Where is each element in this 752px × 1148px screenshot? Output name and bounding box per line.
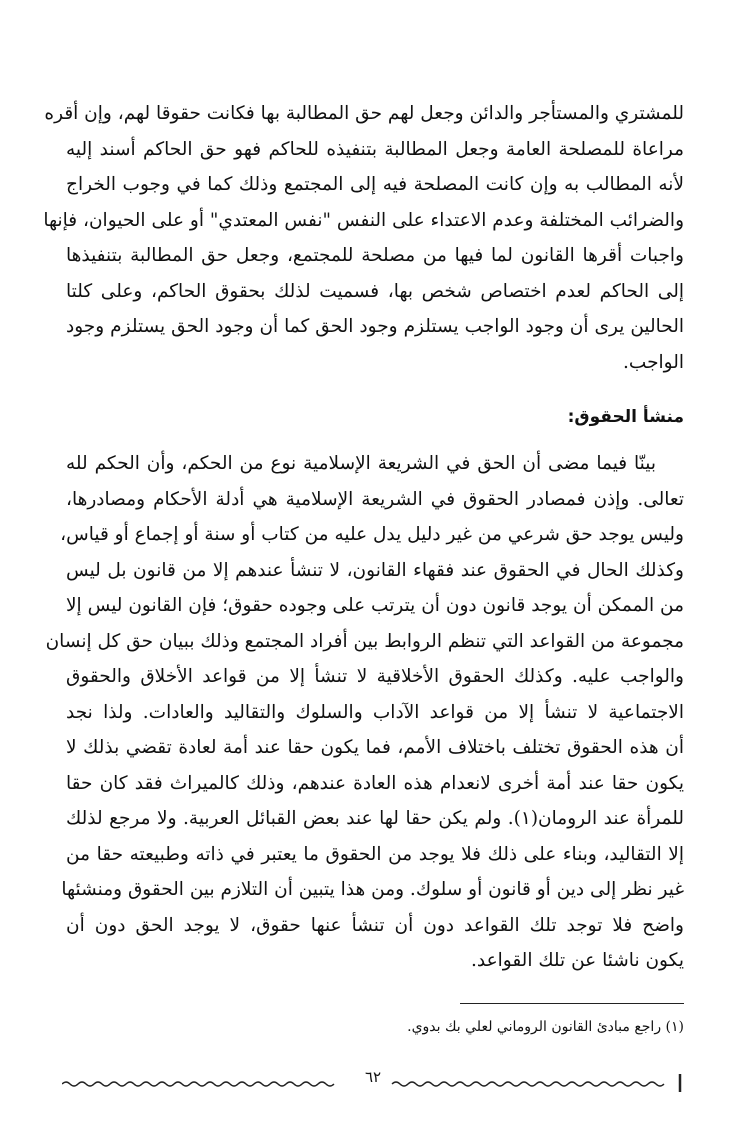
text-line: بينّا فيما مضى أن الحق في الشريعة الإسلامية نوع من الحكم، وأن الحكم لله	[66, 453, 656, 474]
text-line: تعالى. وإذن فمصادر الحقوق في الشريعة الإسلامية هي أدلة الأحكام ومصادرها،	[66, 488, 684, 510]
text-line: لأنه المطالب به وإن كانت المصلحة فيه إلى المجتمع وذلك كما في وجوب الخراج	[66, 174, 684, 195]
text-line: واضح فلا توجد تلك القواعد دون أن تنشأ عنها حقوق، لا يوجد الحق دون أن	[66, 914, 684, 936]
text-line: والواجب عليه. وكذلك الحقوق الأخلاقية لا تنشأ إلا من قواعد الأخلاق والحقوق	[66, 666, 684, 687]
text-line: وليس يوجد حق شرعي من غير دليل يدل عليه من كتاب أو سنة أو إجماع أو قياس،	[60, 524, 684, 545]
footnote-separator	[460, 1003, 684, 1004]
text-line: واجبات أقرها القانون لما فيها من مصلحة للمجتمع، وجعل حق المطالبة بتنفيذها	[66, 245, 684, 266]
text-line: من الممكن أن يوجد قانون دون أن يترتب على وجوده حقوق؛ فإن القانون ليس إلا	[66, 595, 684, 616]
text-line: للمرأة عند الرومان(١). ولم يكن حقا لها عند بعض القبائل العربية. ولا مرجع لذلك	[66, 808, 684, 829]
page-footer	[62, 1066, 684, 1096]
text-line: مراعاة للمصلحة العامة وجعل المطالبة بتنفيذه للحاكم فهو حق الحاكم أسند إليه	[66, 138, 684, 160]
page-number: ٦٢	[364, 1068, 382, 1086]
text-line: يكون ناشئا عن تلك القواعد.	[471, 950, 684, 971]
section-heading: منشأ الحقوق:	[567, 407, 684, 427]
text-line: أن هذه الحقوق تختلف باختلاف الأمم، فما يكون حقا عند أمة لعادة تقضي بذلك لا	[66, 737, 684, 758]
text-line: للمشتري والمستأجر والدائن وجعل لهم حق المطالبة بها فكانت حقوقا لهم، وإن أقره	[44, 103, 684, 124]
text-line: يكون حقا عند أمة أخرى لانعدام هذه العادة عندهم، وذلك كالميراث فقد كان حقا	[66, 772, 684, 794]
footnote: (١) راجع مبادئ القانون الروماني لعلي بك بدوي.	[407, 1019, 684, 1035]
paragraph-2	[45, 446, 684, 979]
text-line: والضرائب المختلفة وعدم الاعتداء على النفس "نفس المعتدي" أو على الحيوان، فإنها	[43, 209, 684, 231]
text-line: الاجتماعية لا تنشأ إلا من قواعد الآداب والسلوك والتقاليد والعادات. ولذا نجد	[66, 701, 684, 723]
text-line: مجموعة من القواعد التي تنظم الروابط بين أفراد المجتمع وذلك ببيان حق كل إنسان	[45, 630, 684, 652]
text-line: الحالين يرى أن وجود الواجب يستلزم وجود الحق كما أن وجود الحق يستلزم وجود	[66, 316, 684, 337]
text-line: غير نظر إلى دين أو قانون أو سلوك. ومن هذا يتبين أن التلازم بين الحقوق ومنشئها	[61, 879, 684, 900]
text-line: وكذلك الحال في الحقوق عند فقهاء القانون، لا تنشأ عندهم إلا من قانون بل ليس	[66, 559, 684, 581]
text-line: إلا التقاليد، وبناء على ذلك فلا يوجد من الحقوق ما يعتبر في ذاته وطبيعته حقا من	[66, 843, 684, 865]
paragraph-1	[43, 96, 684, 380]
text-line: الواجب.	[623, 351, 684, 373]
text-line: إلى الحاكم لعدم اختصاص شخص بها، فسميت لذلك بحقوق الحاكم، وعلى كلتا	[66, 280, 684, 302]
